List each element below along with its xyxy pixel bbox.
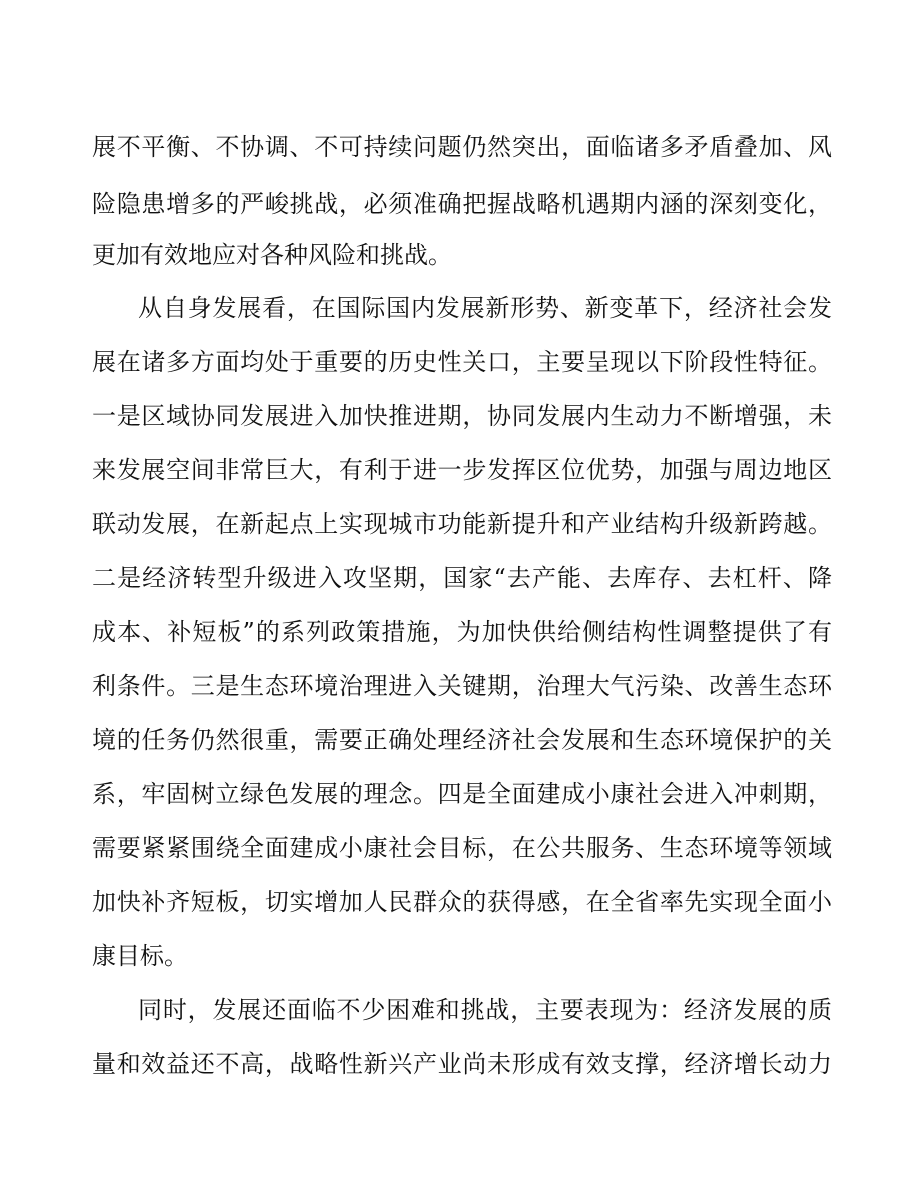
text-line: 联动发展，在新起点上实现城市功能新提升和产业结构升级新跨越。 bbox=[92, 510, 832, 538]
text-line: 同时，发展还面临不少困难和挑战，主要表现为：经济发展的质 bbox=[138, 996, 832, 1024]
text-line: 系，牢固树立绿色发展的理念。四是全面建成小康社会进入冲刺期， bbox=[92, 780, 832, 808]
text-line: 康目标。 bbox=[92, 942, 188, 970]
text-line: 二是经济转型升级进入攻坚期，国家“去产能、去库存、去杠杆、降 bbox=[92, 564, 832, 592]
text-line: 利条件。三是生态环境治理进入关键期，治理大气污染、改善生态环 bbox=[92, 672, 832, 700]
text-line: 量和效益还不高，战略性新兴产业尚未形成有效支撑，经济增长动力 bbox=[92, 1050, 832, 1078]
text-line: 来发展空间非常巨大，有利于进一步发挥区位优势，加强与周边地区 bbox=[92, 456, 832, 484]
text-line: 险隐患增多的严峻挑战，必须准确把握战略机遇期内涵的深刻变化， bbox=[92, 190, 832, 218]
text-line: 成本、补短板”的系列政策措施，为加快供给侧结构性调整提供了有 bbox=[92, 618, 832, 646]
text-line: 更加有效地应对各种风险和挑战。 bbox=[92, 241, 452, 269]
text-line: 需要紧紧围绕全面建成小康社会目标，在公共服务、生态环境等领域 bbox=[92, 834, 832, 862]
text-line: 从自身发展看，在国际国内发展新形势、新变革下，经济社会发 bbox=[138, 294, 832, 322]
text-line: 展在诸多方面均处于重要的历史性关口，主要呈现以下阶段性特征。 bbox=[92, 348, 832, 376]
text-line: 加快补齐短板，切实增加人民群众的获得感，在全省率先实现全面小 bbox=[92, 888, 832, 916]
text-line: 展不平衡、不协调、不可持续问题仍然突出，面临诸多矛盾叠加、风 bbox=[92, 133, 832, 161]
text-line: 境的任务仍然很重，需要正确处理经济社会发展和生态环境保护的关 bbox=[92, 726, 832, 754]
text-line: 一是区域协同发展进入加快推进期，协同发展内生动力不断增强，未 bbox=[92, 402, 832, 430]
